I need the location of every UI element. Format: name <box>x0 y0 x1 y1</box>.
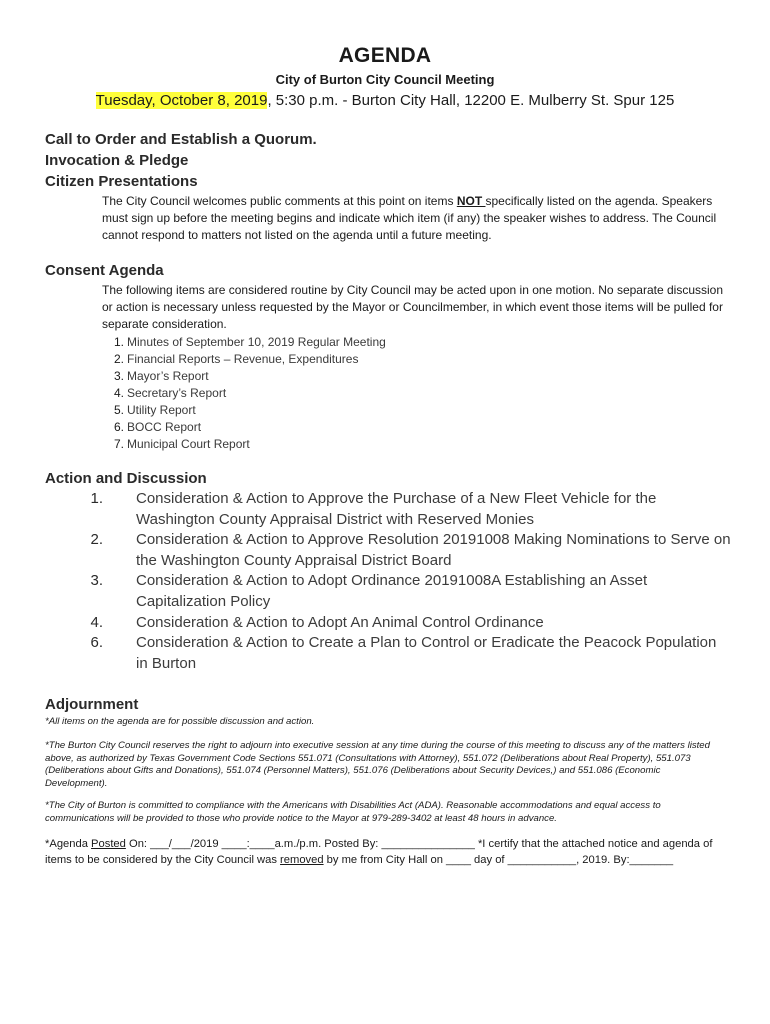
item-text: Utility Report <box>127 403 196 417</box>
meeting-location: , 5:30 p.m. - Burton City Hall, 12200 E. Mulberry St. Spur 125 <box>267 92 675 109</box>
item-number: 1. <box>90 490 103 507</box>
list-item <box>102 419 386 436</box>
item-number: 1. <box>113 335 124 349</box>
item-text: Secretary’s Report <box>127 386 227 400</box>
heading-action-discussion: Action and Discussion <box>45 470 207 487</box>
list-item <box>102 334 386 351</box>
item-number: 2. <box>113 352 124 366</box>
list-item <box>102 368 386 385</box>
meeting-date-highlight: Tuesday, October 8, 2019 <box>95 92 268 109</box>
item-text: Consideration & Action to Approve the Purchase of a New Fleet Vehicle for the Washington County Appraisal District with Reserved Monies <box>136 490 657 528</box>
consent-agenda-text: The following items are considered routine by City Council may be acted upon in one motion. No separate discussion or action is necessary unless requested by the Mayor or Councilmember, in which event those items will be pulled for separate consideration. <box>102 283 723 331</box>
heading-call-to-order: Call to Order and Establish a Quorum. <box>45 131 317 148</box>
item-number: 4. <box>90 613 103 631</box>
item-text: Financial Reports – Revenue, Expenditures <box>127 352 359 366</box>
note-executive-session: *The Burton City Council reserves the right to adjourn into executive session at any time during the course of this meeting to discuss any of the matters listed above, as authorized by Texas Government Code Sections 551.071 (Consultations with Attorney), 551.072 (Deliberations about Real Property), 551.073 (Deliberations about Gifts and Donations), 551.074 (Personnel Matters), 551.076 (Deliberations about Security Devices,) and 551.086 (Economic Development). <box>45 740 710 789</box>
meeting-date-location <box>0 92 770 109</box>
list-item <box>45 633 735 674</box>
footer-text-2: On: ___/___/2019 ____:____a.m./p.m. Posted By: _______________ *I certify that the attached notice and agenda of items to be considered by the City Council was <box>45 838 713 866</box>
consent-items-list <box>102 334 386 453</box>
item-number: 4. <box>113 386 124 400</box>
item-number: 6. <box>113 420 124 434</box>
citizen-text-part-1: The City Council welcomes public comments at this point on items <box>102 194 457 208</box>
citizen-presentations-text <box>102 193 727 244</box>
item-number: 7. <box>113 437 124 451</box>
posting-certification <box>45 836 735 868</box>
footer-text-3: by me from City Hall on ____ day of ___________, 2019. By:_______ <box>323 854 674 866</box>
meeting-subtitle: City of Burton City Council Meeting <box>275 72 495 87</box>
list-item <box>102 385 386 402</box>
list-item <box>45 571 735 612</box>
item-text: Consideration & Action to Adopt An Animal Control Ordinance <box>136 613 544 631</box>
footer-posted: Posted <box>91 838 126 850</box>
item-text: Mayor’s Report <box>127 369 209 383</box>
citizen-text-part-2: specifically listed on the agenda. Speakers must sign up before the meeting begins and indicate which item (if any) the speaker wishes to address. The Council cannot respond to matters not listed on the agenda until a future meeting. <box>102 194 717 242</box>
item-text: Consideration & Action to Create a Plan to Control or Eradicate the Peacock Population in Burton <box>136 634 717 672</box>
list-item <box>102 351 386 368</box>
item-number: 6. <box>90 634 103 652</box>
heading-adjournment: Adjournment <box>45 696 139 713</box>
item-number: 5. <box>113 403 124 417</box>
list-item <box>45 489 735 530</box>
item-number: 3. <box>113 369 124 383</box>
action-items-list <box>45 489 735 674</box>
item-number: 2. <box>90 531 103 549</box>
note-ada: *The City of Burton is committed to compliance with the Americans with Disabilities Act (ADA). Reasonable accommodations and equal access to communications will be provided to those who provide notice to the Mayor at 979-289-3402 at least 48 hours in advance. <box>45 800 661 824</box>
item-text: BOCC Report <box>127 420 202 434</box>
item-text: Consideration & Action to Adopt Ordinance 20191008A Establishing an Asset Capitalization Policy <box>136 572 648 610</box>
list-item <box>102 436 386 453</box>
footer-text-1: *Agenda <box>45 838 92 850</box>
list-item <box>45 530 735 571</box>
heading-consent-agenda: Consent Agenda <box>45 262 164 279</box>
heading-citizen-presentations: Citizen Presentations <box>45 173 198 190</box>
item-number: 3. <box>90 572 103 590</box>
item-text: Consideration & Action to Approve Resolution 20191008 Making Nominations to Serve on the Washington County Appraisal District Board <box>136 531 731 569</box>
item-text: Minutes of September 10, 2019 Regular Meeting <box>127 335 386 349</box>
list-item <box>45 613 735 634</box>
footer-removed: removed <box>280 854 324 866</box>
citizen-text-not: NOT <box>456 194 486 208</box>
list-item <box>102 402 386 419</box>
heading-invocation: Invocation & Pledge <box>45 152 189 169</box>
note-discussion: *All items on the agenda are for possible discussion and action. <box>45 716 315 727</box>
item-text: Municipal Court Report <box>127 437 250 451</box>
page-title: AGENDA <box>338 44 432 67</box>
